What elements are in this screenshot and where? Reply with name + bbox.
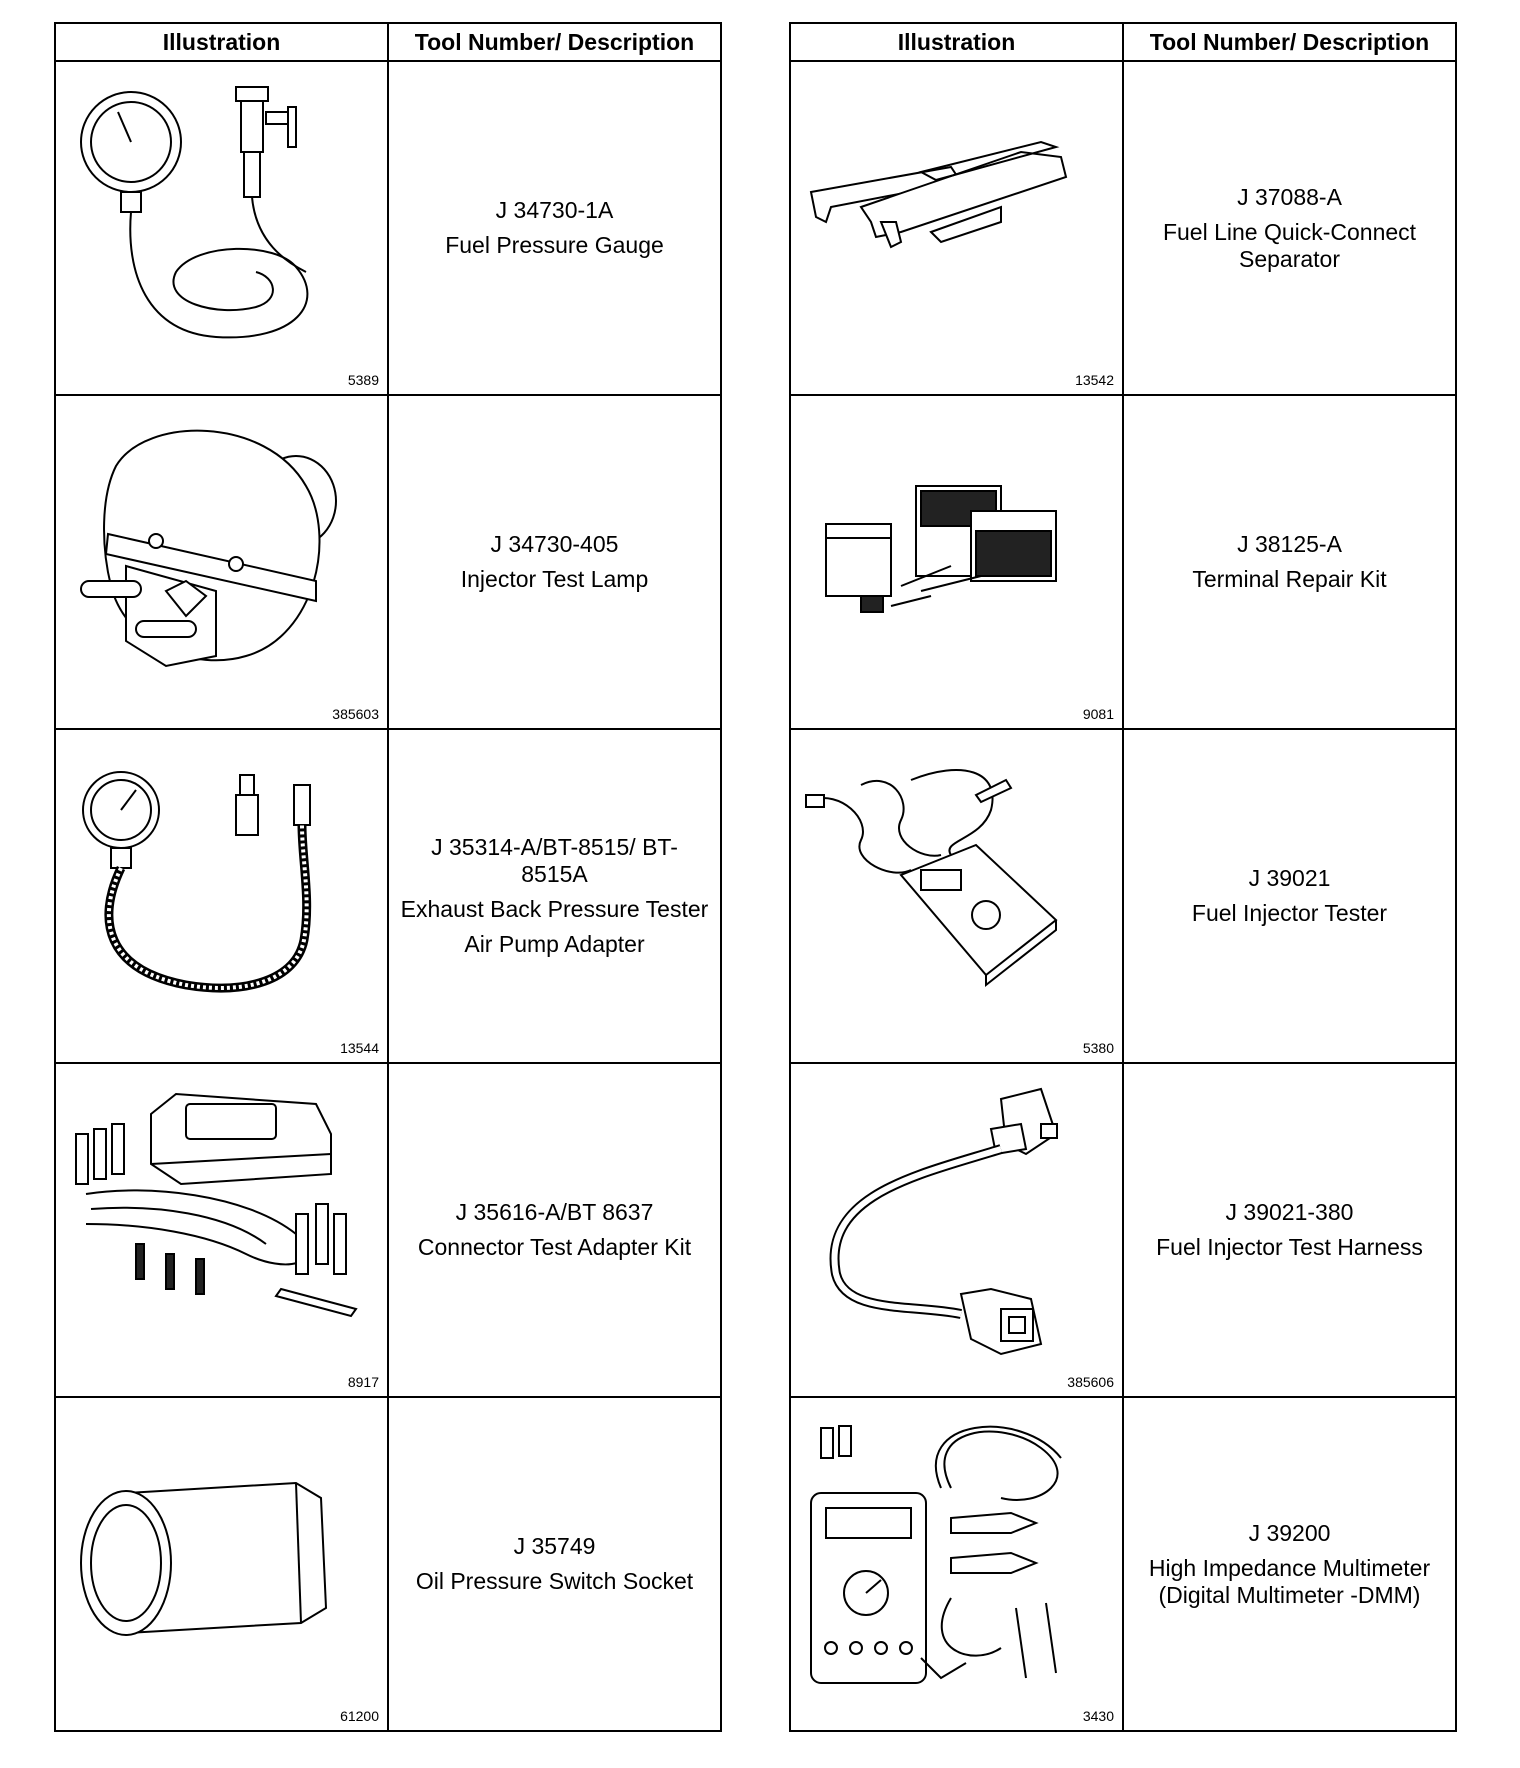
figure-number: 9081 <box>1082 706 1114 722</box>
illustration-cell <box>790 1063 1123 1397</box>
tool-description: Fuel Injector Test Harness <box>1156 1234 1423 1260</box>
figure-number: 385603 <box>332 706 379 722</box>
tool-description: Oil Pressure Switch Socket <box>415 1568 694 1594</box>
table-row <box>790 729 1456 1063</box>
tool-description: Fuel Injector Tester <box>1191 900 1388 926</box>
tool-description-cell <box>1123 729 1456 1063</box>
quick-connect-separator-icon <box>801 72 1111 362</box>
multimeter-icon <box>801 1408 1111 1698</box>
tool-number: J 34730-1A <box>495 197 614 223</box>
tool-description-cell <box>1123 61 1456 395</box>
tool-table-left <box>54 22 722 1732</box>
fuel-injector-tester-icon <box>801 740 1111 1030</box>
tool-description-cell <box>1123 1063 1456 1397</box>
tool-number: J 38125-A <box>1237 531 1342 557</box>
tool-description-cell <box>388 61 721 395</box>
tool-description-cell <box>388 395 721 729</box>
tool-description: Exhaust Back Pressure Tester <box>400 896 709 922</box>
fuel-injector-test-harness-icon <box>801 1074 1111 1364</box>
figure-number: 8917 <box>347 1374 379 1390</box>
exhaust-back-pressure-tester-icon <box>66 740 376 1030</box>
tool-number: J 35616-A/BT 8637 <box>455 1199 654 1225</box>
figure-number: 13542 <box>1075 372 1114 388</box>
illustration-cell <box>55 61 388 395</box>
injector-test-lamp-icon <box>66 406 376 696</box>
tool-number: J 35749 <box>513 1533 596 1559</box>
table-row <box>55 729 721 1063</box>
table-row <box>55 1063 721 1397</box>
table-row <box>55 1397 721 1731</box>
terminal-repair-kit-icon <box>801 406 1111 696</box>
tool-description-cell <box>1123 395 1456 729</box>
tool-description-cell <box>1123 1397 1456 1731</box>
table-row <box>55 61 721 395</box>
illustration-cell <box>790 1397 1123 1731</box>
tool-description-header: Tool Number/ Description <box>388 23 721 61</box>
illustration-cell <box>790 395 1123 729</box>
figure-number: 5380 <box>1082 1040 1114 1056</box>
illustration-cell <box>790 729 1123 1063</box>
figure-number: 3430 <box>1082 1708 1114 1724</box>
illustration-cell <box>55 1397 388 1731</box>
tool-table-right <box>789 22 1457 1732</box>
tool-description: Air Pump Adapter <box>464 931 645 957</box>
tool-description: Connector Test Adapter Kit <box>417 1234 692 1260</box>
tool-number: J 39021-380 <box>1225 1199 1354 1225</box>
figure-number: 5389 <box>347 372 379 388</box>
fuel-pressure-gauge-icon <box>66 72 376 362</box>
figure-number: 13544 <box>340 1040 379 1056</box>
tool-description-cell <box>388 1063 721 1397</box>
illustration-cell <box>790 61 1123 395</box>
figure-number: 61200 <box>340 1708 379 1724</box>
table-row <box>55 395 721 729</box>
table-row <box>790 61 1456 395</box>
illustration-header: Illustration <box>790 23 1123 61</box>
tool-number: J 35314-A/BT-8515/ BT-8515A <box>431 834 678 887</box>
tool-description: Fuel Pressure Gauge <box>445 232 664 258</box>
figure-number: 385606 <box>1067 1374 1114 1390</box>
tool-description: Fuel Line Quick-Connect Separator <box>1162 218 1417 272</box>
table-row <box>790 395 1456 729</box>
tool-description-cell <box>388 729 721 1063</box>
tool-number: J 37088-A <box>1237 183 1342 210</box>
tool-description: High Impedance Multimeter (Digital Multimeter -DMM) <box>1148 1554 1431 1608</box>
tool-description-cell <box>388 1397 721 1731</box>
illustration-header: Illustration <box>55 23 388 61</box>
tool-description: Injector Test Lamp <box>460 566 649 592</box>
table-row <box>790 1397 1456 1731</box>
tool-description: Terminal Repair Kit <box>1192 566 1387 592</box>
tool-description-header: Tool Number/ Description <box>1123 23 1456 61</box>
illustration-cell <box>55 729 388 1063</box>
tool-number: J 39021 <box>1248 865 1331 891</box>
illustration-cell <box>55 1063 388 1397</box>
oil-pressure-switch-socket-icon <box>66 1408 376 1698</box>
tool-number: J 39200 <box>1248 1519 1331 1546</box>
connector-test-adapter-kit-icon <box>66 1074 376 1364</box>
tool-number: J 34730-405 <box>490 531 619 557</box>
table-row <box>790 1063 1456 1397</box>
illustration-cell <box>55 395 388 729</box>
